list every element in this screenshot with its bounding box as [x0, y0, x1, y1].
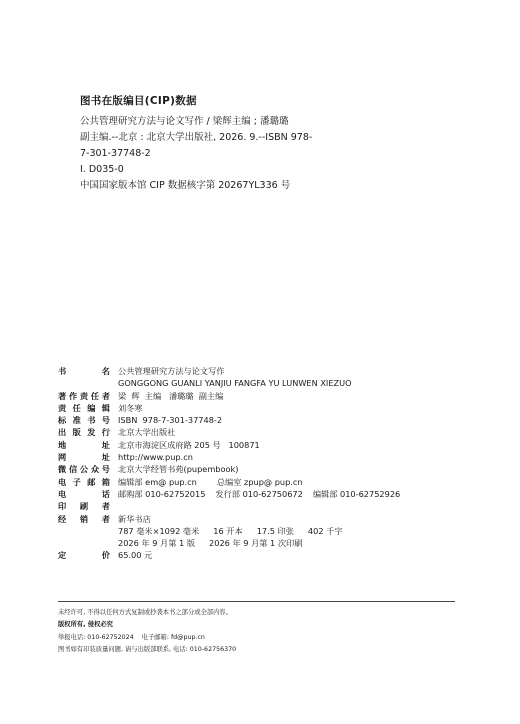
phone-editorial: 编辑部 010-62752926 [312, 488, 401, 499]
email-row [58, 476, 478, 488]
phone-row [58, 488, 478, 500]
cip-line: 副主编.--北京 : 北京大学出版社, 2026. 9.--ISBN 978- [80, 132, 313, 143]
editors-row [58, 390, 478, 402]
phone-values [118, 488, 400, 500]
sheets: 17.5 印张 [256, 525, 294, 536]
report-contact: 举报电话: 010-62752024 电子邮箱: fd@pup.cn [58, 633, 205, 641]
address: 北京市海淀区成府路 205 号 100871 [118, 439, 260, 450]
isbn-label: 标 准 书 号 [58, 415, 110, 426]
publisher-row [58, 426, 478, 438]
spec-row [58, 525, 478, 537]
isbn: ISBN 978-7-301-37748-2 [118, 415, 223, 426]
price: 65.00 元 [118, 550, 153, 561]
rights-footer [58, 607, 478, 657]
address-label: 地 址 [58, 439, 110, 450]
book-pinyin: GONGGONG GUANLI YANJIU FANGFA YU LUNWEN XIEZUO [118, 378, 352, 389]
cip-line: 7-301-37748-2 [80, 148, 151, 159]
phone-label: 电 话 [58, 488, 110, 499]
email-values [118, 476, 303, 488]
printing: 2026 年 9 月第 1 次印刷 [209, 538, 303, 549]
spec-values [118, 525, 343, 537]
resp-editor-label: 责 任 编 辑 [58, 402, 110, 413]
quality-contact: 图书如有印装质量问题, 请与出版部联系, 电话: 010-62756370 [58, 646, 237, 654]
website-link: http://www.pup.cn [118, 452, 193, 463]
edition-values [118, 537, 302, 549]
resp-editor-row [58, 402, 478, 414]
publisher-label: 出 版 发 行 [58, 427, 110, 438]
address-row [58, 439, 478, 451]
book-pinyin-row [58, 377, 478, 389]
website-label: 网 址 [58, 452, 110, 463]
cip-heading: 图书在版编目(CIP)数据 [80, 95, 197, 107]
email-label: 电 子 邮 箱 [58, 476, 110, 487]
phone-mail-order: 邮购部 010-62752015 [118, 488, 206, 499]
email-chief-office: 总编室 zpup@ pup.cn [216, 476, 303, 487]
isbn-row [58, 414, 478, 426]
editors: 梁 辉 主编 潘璐璐 副主编 [118, 390, 224, 401]
price-row [58, 549, 478, 561]
wechat-label: 微 信 公 众 号 [58, 464, 110, 475]
edition: 2026 年 9 月第 1 版 [118, 538, 196, 549]
phone-distribution: 发行部 010-62750672 [215, 488, 303, 499]
publisher: 北京大学出版社 [118, 427, 176, 438]
cip-block [80, 114, 460, 194]
footer-divider [58, 601, 455, 602]
paper-size: 787 毫米×1092 毫米 [118, 525, 200, 536]
cip-line: 中国国家版本馆 CIP 数据核字第 20267YL336 号 [80, 180, 291, 191]
cip-line: Ⅰ. D035-0 [80, 164, 124, 175]
editors-label: 著 作 责 任 者 [58, 390, 110, 401]
book-title: 公共管理研究方法与论文写作 [118, 366, 225, 376]
publication-record [58, 365, 478, 562]
rights-reserved: 版权所有, 侵权必究 [58, 621, 113, 629]
cip-line: 公共管理研究方法与论文写作 / 梁辉主编 ; 潘璐璐 [80, 116, 289, 127]
distributor-label: 经 销 者 [58, 513, 110, 524]
email-editorial: 编辑部 em@ pup.cn [118, 476, 197, 487]
distributor-row [58, 513, 478, 525]
resp-editor: 刘冬寒 [118, 402, 143, 413]
reproduction-notice: 未经许可, 不得以任何方式复制或抄袭本书之部分或全部内容。 [58, 609, 233, 616]
wechat: 北京大学经管书苑(pupembook) [118, 464, 239, 475]
price-label: 定 价 [58, 550, 110, 561]
printer-label: 印 刷 者 [58, 501, 110, 512]
wechat-row [58, 463, 478, 475]
format: 16 开本 [213, 525, 243, 536]
printer-row [58, 500, 478, 512]
website-row [58, 451, 478, 463]
word-count: 402 千字 [307, 525, 343, 536]
distributor: 新华书店 [118, 513, 151, 524]
edition-row [58, 537, 478, 549]
book-title-label: 书 名 [58, 366, 110, 376]
book-title-row [58, 365, 478, 377]
